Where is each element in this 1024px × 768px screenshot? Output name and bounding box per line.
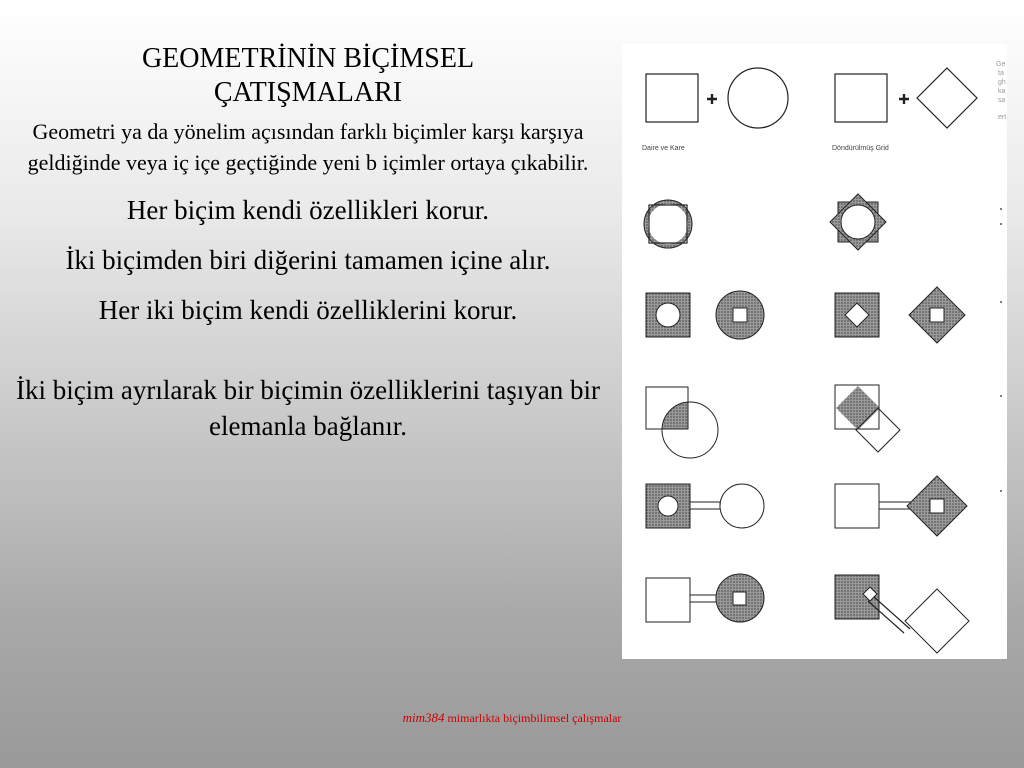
link-square-diamond-2 — [835, 575, 969, 653]
slide-footer — [0, 710, 1024, 726]
contain-diamond-square — [909, 287, 965, 343]
plus-icon — [707, 94, 717, 104]
caption-left: Daire ve Kare — [642, 145, 685, 152]
intersect-square-circle — [646, 387, 718, 458]
contain-square-diamond — [835, 293, 879, 337]
point-4: İki biçim ayrılarak bir biçimin özelliklerini taşıyan bir elemanla bağlanır. — [15, 375, 601, 441]
edge-text-2: ta — [998, 70, 1004, 77]
intersect-square-diamond — [835, 385, 900, 452]
point-3: Her iki biçim kendi özelliklerini korur. — [98, 295, 518, 325]
geometry-diagram — [622, 44, 1007, 659]
circle-shape — [728, 68, 788, 128]
edge-text-5: sa — [998, 97, 1006, 104]
footer-course: mim384 — [402, 710, 445, 725]
overlap-star — [830, 194, 886, 250]
intro-text: Geometri ya da yönelim açısından farklı biçimler karşı karşıya geldiğinde veya iç içe geçtiğinde yeni b içimler ortaya çıkabilir. — [27, 119, 589, 175]
geometry-figure — [622, 44, 1007, 659]
plus-icon-2 — [899, 94, 909, 104]
caption-right: Döndürülmüş Grid — [832, 145, 889, 152]
contain-circle-square — [716, 291, 764, 339]
point-2: İki biçimden biri diğerini tamamen içine alır. — [65, 245, 551, 275]
title-line-1: GEOMETRİNİN BİÇİMSEL — [141, 43, 475, 74]
link-square-circle — [646, 484, 764, 528]
link-square-circle-2 — [646, 574, 764, 622]
edge-text-3: gh — [998, 79, 1006, 86]
edge-text-1: Ge — [996, 61, 1006, 68]
edge-text-6: ert — [998, 114, 1007, 121]
diamond-shape — [917, 68, 977, 128]
title-line-2: ÇATIŞMALARI — [213, 77, 403, 108]
link-square-diamond — [835, 476, 967, 536]
square-shape-2 — [835, 74, 887, 122]
footer-subtitle: mimarlıkta biçimbilimsel çalışmalar — [447, 711, 622, 725]
slide-title — [8, 42, 608, 110]
overlap-circle-square — [644, 200, 692, 248]
edge-text-4: ka — [998, 88, 1006, 95]
edge-dots — [1000, 208, 1002, 492]
square-shape — [646, 74, 698, 122]
slide-text — [8, 42, 608, 444]
contain-square-circle — [646, 293, 690, 337]
point-1: Her biçim kendi özellikleri korur. — [126, 195, 490, 225]
